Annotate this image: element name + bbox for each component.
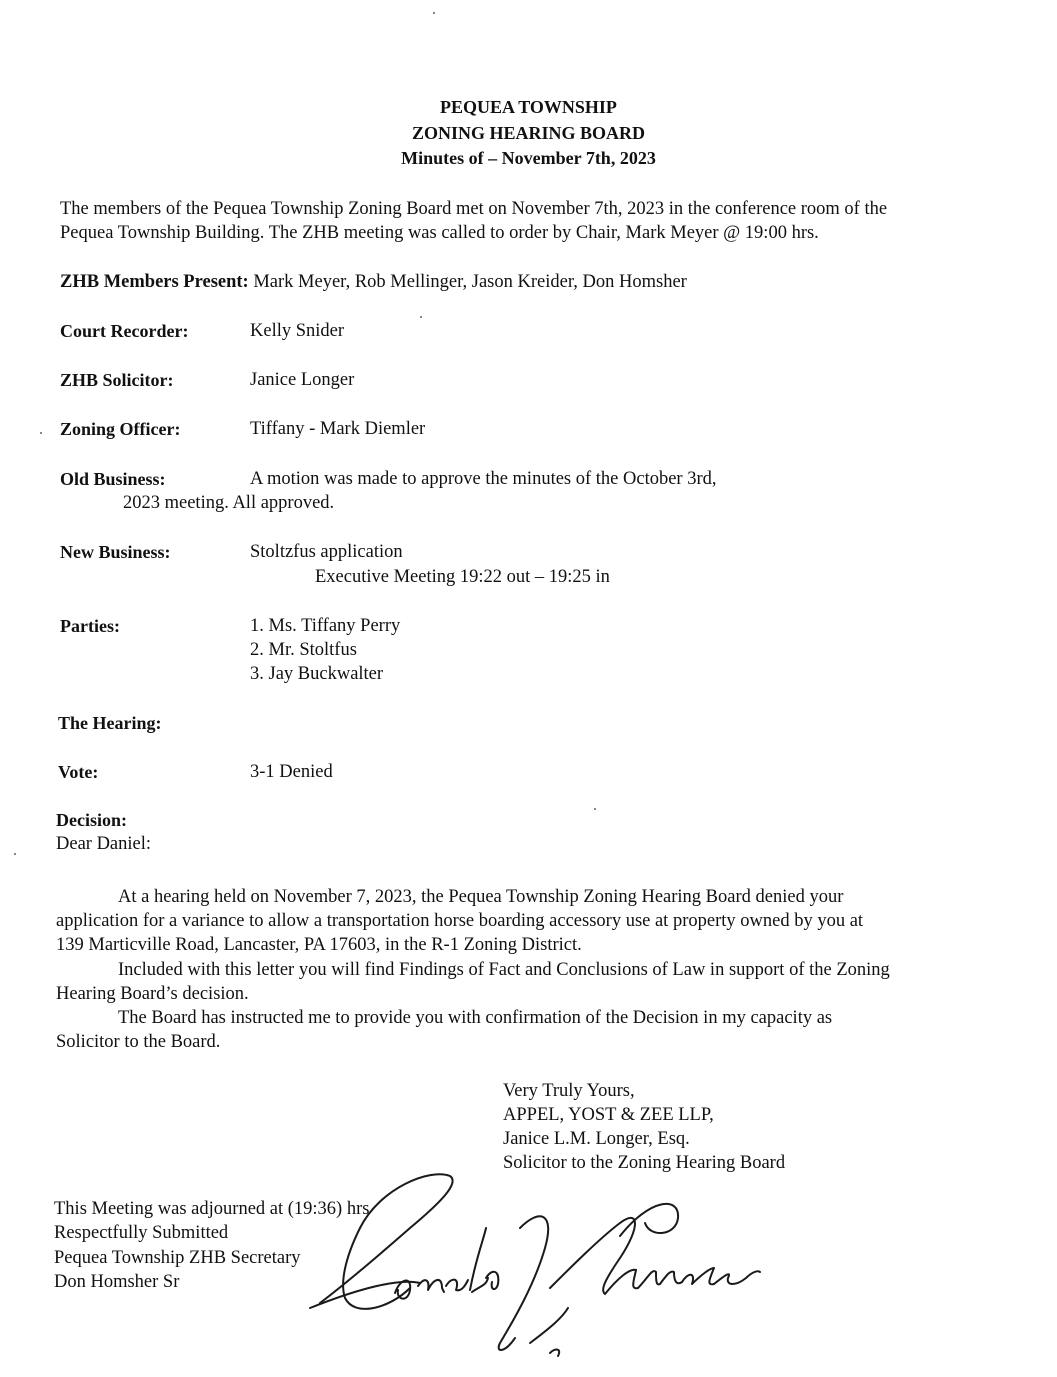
closing-line: APPEL, YOST & ZEE LLP, <box>503 1105 714 1125</box>
secretary-name-line: Don Homsher Sr <box>54 1272 180 1292</box>
old-business-line-1: A motion was made to approve the minutes of the October 3rd, <box>250 469 717 489</box>
adjourned-line: This Meeting was adjourned at (19:36) hrs <box>54 1199 370 1219</box>
party-item: 2. Mr. Stoltfus <box>250 640 357 660</box>
new-business-label: New Business: <box>60 542 171 562</box>
scan-speck <box>420 316 422 318</box>
closing-line: Solicitor to the Zoning Hearing Board <box>503 1153 786 1173</box>
members-present <box>60 270 687 294</box>
vote-label: Vote: <box>58 762 99 782</box>
solicitor-value: Janice Longer <box>250 370 355 390</box>
intro-line-1: The members of the Pequea Township Zoning Board met on November 7th, 2023 in the conference room of the <box>60 199 888 219</box>
decision-salutation: Dear Daniel: <box>56 834 152 854</box>
party-item: 1. Ms. Tiffany Perry <box>250 616 401 636</box>
court-recorder-value: Kelly Snider <box>250 321 345 341</box>
closing-line: Very Truly Yours, <box>503 1081 635 1101</box>
new-business-line-2: Executive Meeting 19:22 out – 19:25 in <box>315 567 610 587</box>
scan-speck <box>594 808 596 810</box>
decision-label: Decision: <box>56 810 127 830</box>
intro-line-2: Pequea Township Building. The ZHB meeting was called to order by Chair, Mark Meyer @ 19:00 hrs. <box>60 223 819 243</box>
old-business-label: Old Business: <box>60 469 166 489</box>
secretary-title-line: Pequea Township ZHB Secretary <box>54 1248 301 1268</box>
decision-p1-line-3: 139 Marticville Road, Lancaster, PA 17603, in the R-1 Zoning District. <box>56 935 582 955</box>
vote-value: 3-1 Denied <box>250 762 333 782</box>
court-recorder-label: Court Recorder: <box>60 321 189 341</box>
old-business-line-2: 2023 meeting. All approved. <box>123 493 335 513</box>
closing-line: Janice L.M. Longer, Esq. <box>503 1129 690 1149</box>
scan-speck <box>14 853 16 855</box>
hearing-label: The Hearing: <box>58 713 162 733</box>
minutes-date-title: Minutes of – November 7th, 2023 <box>401 148 656 168</box>
members-label: ZHB Members Present: <box>60 272 249 292</box>
new-business-line-1: Stoltzfus application <box>250 542 403 562</box>
party-item: 3. Jay Buckwalter <box>250 664 384 684</box>
decision-p3-line-2: Solicitor to the Board. <box>56 1032 221 1052</box>
decision-p1-line-2: application for a variance to allow a transportation horse boarding accessory use at property owned by you at <box>56 911 864 931</box>
decision-p1-line-1: At a hearing held on November 7, 2023, the Pequea Township Zoning Hearing Board denied your <box>118 887 844 907</box>
scan-speck <box>433 12 435 14</box>
township-title: PEQUEA TOWNSHIP <box>440 97 617 117</box>
board-title: ZONING HEARING BOARD <box>411 123 646 143</box>
parties-label: Parties: <box>60 616 120 636</box>
decision-p2-line-2: Hearing Board’s decision. <box>56 984 249 1004</box>
scan-speck <box>40 432 42 434</box>
members-value: Mark Meyer, Rob Mellinger, Jason Kreider, Don Homsher <box>248 272 687 292</box>
respectfully-line: Respectfully Submitted <box>54 1223 229 1243</box>
solicitor-label: ZHB Solicitor: <box>60 370 174 390</box>
zoning-officer-label: Zoning Officer: <box>60 419 181 439</box>
decision-p3-line-1: The Board has instructed me to provide you with confirmation of the Decision in my capacity as <box>118 1008 833 1028</box>
zoning-officer-value: Tiffany - Mark Diemler <box>250 419 426 439</box>
handwritten-signature <box>300 1168 800 1373</box>
decision-p2-line-1: Included with this letter you will find Findings of Fact and Conclusions of Law in support of the Zoning <box>118 960 890 980</box>
